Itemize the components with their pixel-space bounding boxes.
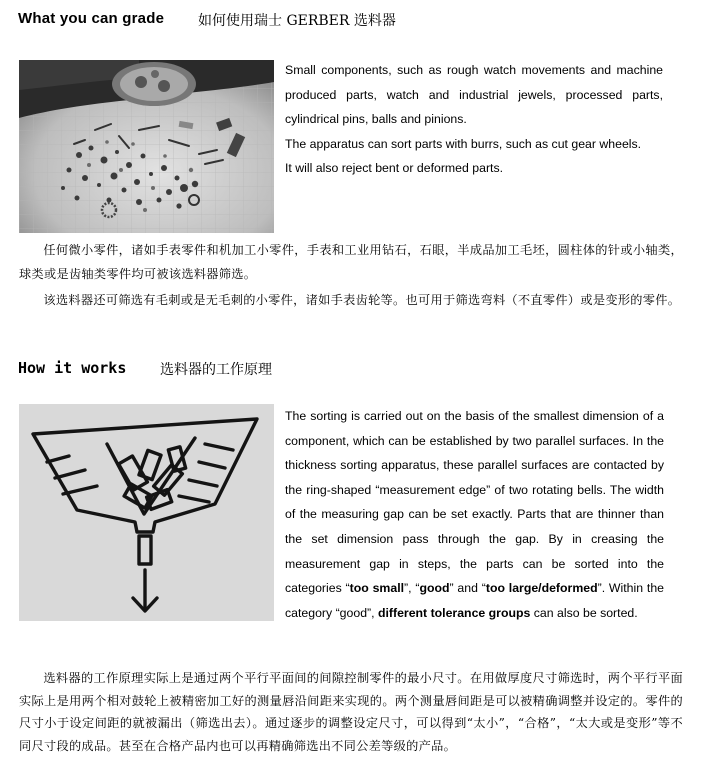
category-good: good — [419, 581, 450, 596]
section-title-how-it-works: How it works — [18, 359, 127, 377]
grade-en-paragraph-3: It will also reject bent or deformed parts. — [285, 161, 504, 176]
grade-en-paragraph-1: Small components, such as rough watch movements and machine produced parts, watch and industrial jewels, processed parts, cylindrical pins, balls and pinions. — [285, 63, 663, 127]
watch-parts-photo — [19, 60, 274, 233]
grade-en-paragraph-2: The apparatus can sort parts with burrs, such as cut gear wheels. — [285, 136, 642, 151]
category-tolerance-groups: different tolerance groups — [377, 605, 531, 620]
category-too-large-deformed: too large/deformed — [485, 581, 598, 596]
how-zh-paragraph: 选料器的工作原理实际上是通过两个平行平面间的间隙控制零件的最小尺寸。在用做厚度尺寸筛选时，两个平行平面实际上是用两个相对鼓轮上被精密加工好的测量唇沿间距来实现的。两个测量唇间距是可以被精确调整并设定的。零件的尺寸小于设定间距的就被漏出（筛选出去）。通过逐步的调整设定尺寸，可以得到“太小”，“合格”，“太大或是变形”等不同尺寸段的成品。甚至在合格产品内也可以再精确筛选出不同公差等级的产品。 — [19, 671, 683, 753]
grade-zh-paragraph-2: 该选料器还可筛选有毛刺或是无毛刺的小零件，诸如手表齿轮等。也可用于筛选弯料（不直零件）或是变形的零件。 — [43, 293, 681, 308]
section-title-zh-gerber: 如何使用瑞士 GERBER 选料器 — [198, 13, 396, 29]
grade-english-text — [285, 58, 663, 181]
how-it-works-chinese-text — [19, 667, 683, 757]
grade-zh-paragraph-1: 任何微小零件，诸如手表零件和机加工小零件，手表和工业用钻石，石眼，半成品加工毛坯，圆柱体的针或小轴类，球类或是齿轴类零件均可被该选料器筛选。 — [19, 243, 683, 282]
watch-parts-icon — [19, 60, 274, 233]
how-it-works-english-text — [285, 404, 664, 625]
how-en-paragraph: The sorting is carried out on the basis of the smallest dimension of a component, which can be established by two parallel surfaces. In the thickness sorting apparatus, these parallel surfaces are contacted by the ring-shaped “measurement edge” of two rotating bells. The width of the measuring gap can be set exactly. Parts that are thinner than the set dimension pass through the gap. By in creasing the measurement gap in steps, the parts can be sorted into the categories “too small”, “good” and “too large/deformed”. Within the category “good”, different tolerance groups can also be sorted. — [285, 409, 665, 620]
section-title-zh-principle: 选料器的工作原理 — [160, 362, 272, 378]
sorting-diagram-photo — [19, 404, 274, 621]
grade-chinese-text — [19, 238, 683, 313]
category-too-small: too small — [349, 581, 405, 596]
sorting-funnel-icon — [19, 404, 274, 621]
section-title-what-you-can-grade: What you can grade — [18, 10, 165, 27]
